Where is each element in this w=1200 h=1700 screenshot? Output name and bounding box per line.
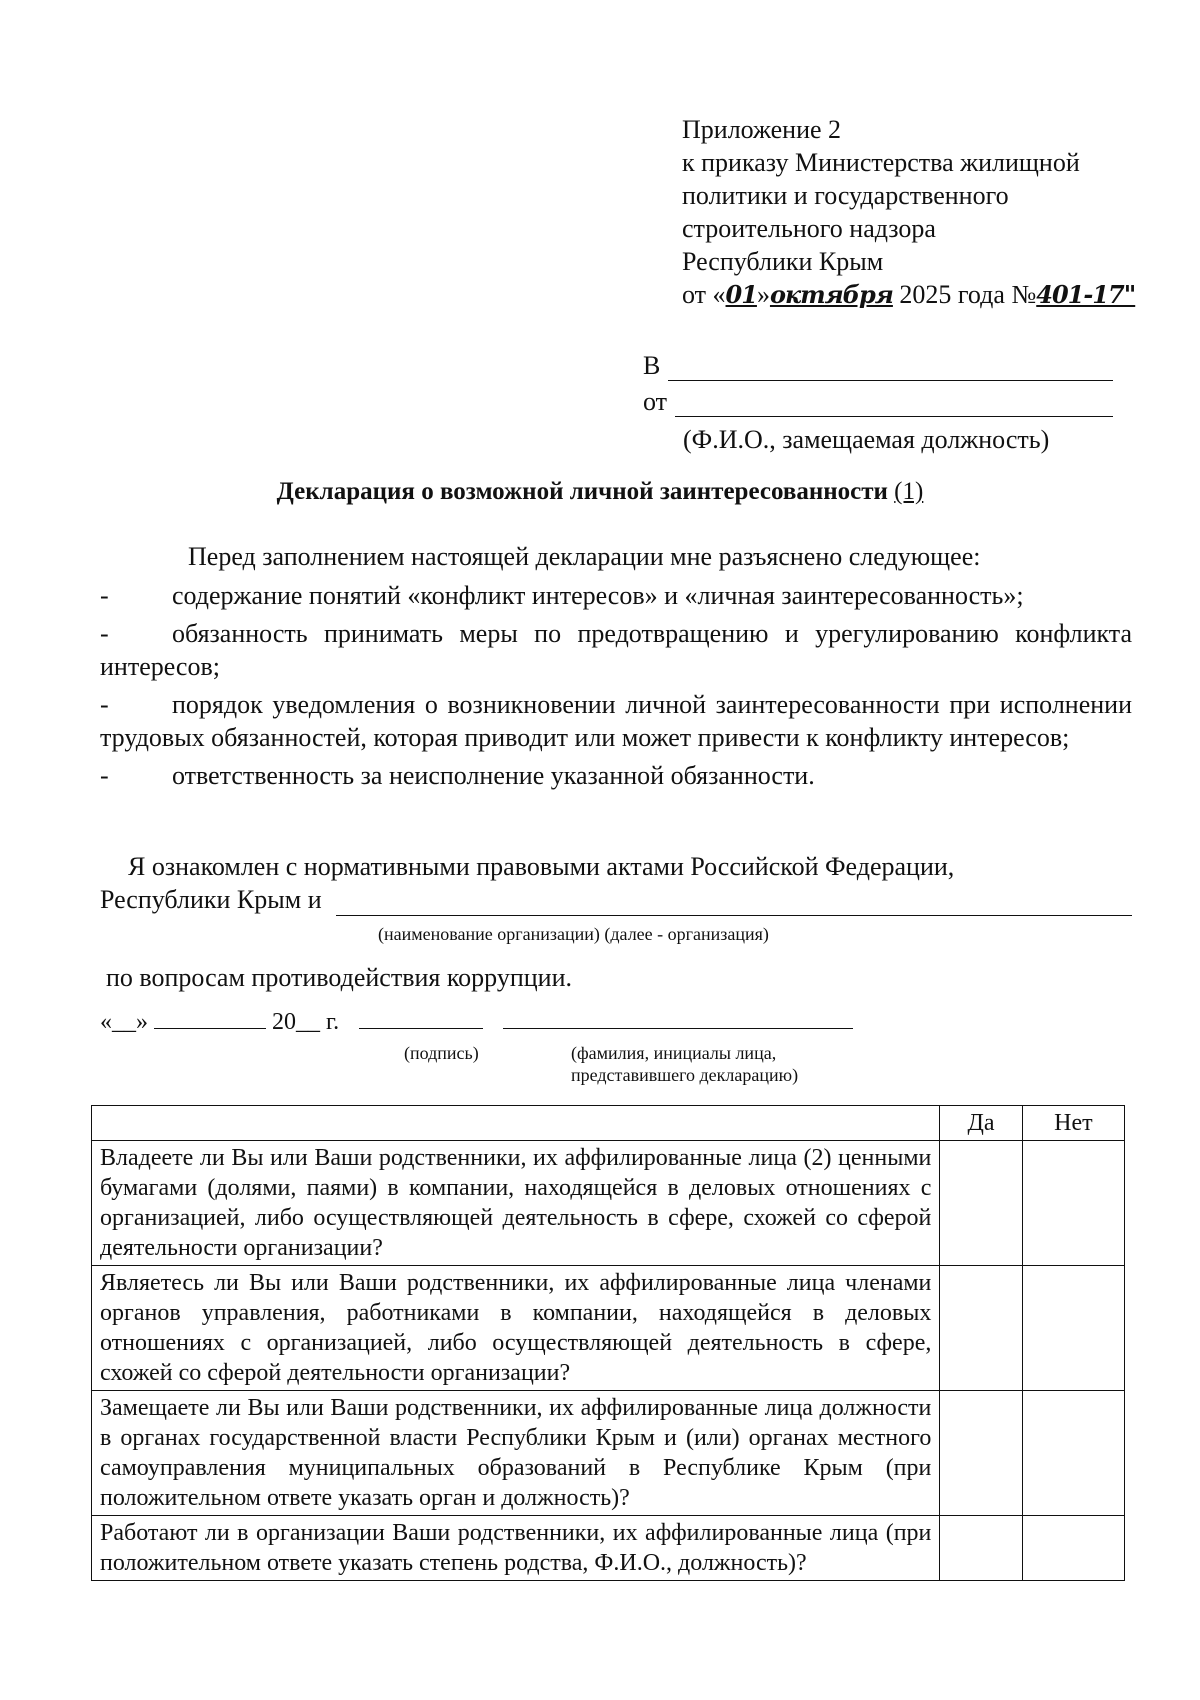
- annex-order-line: политики и государственного: [682, 181, 1009, 210]
- acknowledgement-section: [100, 850, 1132, 994]
- document-title: [0, 478, 1200, 506]
- org-line: [100, 883, 1132, 916]
- question-text: Замещаете ли Вы или Ваши родственники, их аффилированные лица должности в органах государственной власти Республики Крым и (или) органах местного самоуправления муниципальных образований в Республике Крым (при положительном ответе указать орган и должность)?: [92, 1391, 940, 1516]
- annex-date-line: [682, 278, 1135, 311]
- answer-yes-cell[interactable]: [940, 1141, 1022, 1266]
- signature-field[interactable]: [359, 1008, 483, 1029]
- intro-text: Перед заполнением настоящей декларации мне разъяснено следующее:: [188, 542, 981, 571]
- list-item-text: ответственность за неисполнение указанной обязанности.: [172, 761, 815, 790]
- header-yes: Да: [940, 1106, 1022, 1141]
- title-text: Декларация о возможной личной заинтересованности: [276, 478, 895, 505]
- header-no: Нет: [1022, 1106, 1124, 1141]
- answer-yes-cell[interactable]: [940, 1266, 1022, 1391]
- answer-no-cell[interactable]: [1022, 1391, 1124, 1516]
- from-line: [643, 381, 1113, 417]
- table-row: [92, 1391, 1125, 1516]
- name-field[interactable]: [503, 1008, 853, 1029]
- annex-order-line: строительного надзора: [682, 214, 936, 243]
- recipient-note: (Ф.И.О., замещаемая должность): [683, 425, 1050, 454]
- annex-order-line: к приказу Министерства жилищной: [682, 148, 1080, 177]
- date-year: 2025 года №: [892, 280, 1037, 309]
- footnote-ref: (1): [894, 478, 924, 505]
- question-text: Работают ли в организации Ваши родственники, их аффилированные лица (при положительном ответе указать степень родства, Ф.И.О., должность)?: [92, 1516, 940, 1581]
- organization-field[interactable]: [336, 891, 1132, 916]
- name-note-line: представившего декларацию): [571, 1065, 799, 1085]
- org-note: (наименование организации) (далее - организация): [378, 924, 769, 944]
- handwritten-order-number: 401-17": [1036, 280, 1136, 309]
- header-question-cell: [92, 1106, 940, 1141]
- answer-no-cell[interactable]: [1022, 1516, 1124, 1581]
- table-row: [92, 1141, 1125, 1266]
- to-label: В: [643, 351, 661, 380]
- table-row: [92, 1516, 1125, 1581]
- list-item: [100, 617, 1132, 683]
- signature-note: (подпись): [404, 1043, 479, 1063]
- answer-no-cell[interactable]: [1022, 1141, 1124, 1266]
- list-item: [100, 688, 1132, 754]
- date-day-field[interactable]: «__»: [100, 1009, 148, 1035]
- to-field[interactable]: [668, 356, 1113, 381]
- question-text: Владеете ли Вы или Ваши родственники, их аффилированные лица (2) ценными бумагами (долями, паями) в компании, находящейся в деловых отношениях с организацией, либо осуществляющей деятельность в сфере, схожей со сферой деятельности организации?: [92, 1141, 940, 1266]
- signature-line: [100, 1008, 853, 1036]
- table-row: [92, 1266, 1125, 1391]
- name-note: [571, 1042, 798, 1086]
- bullet-dash: -: [100, 581, 109, 610]
- to-line: [643, 345, 1113, 381]
- date-month-field[interactable]: [154, 1008, 266, 1029]
- bullet-dash: -: [100, 761, 109, 790]
- annex-order-line: Республики Крым: [682, 247, 884, 276]
- list-item: [100, 759, 1132, 792]
- question-text: Являетесь ли Вы или Ваши родственники, их аффилированные лица членами органов управления, работниками в компании, находящейся в деловых отношениях с организацией, либо осуществляющей деятельность в сфере, схожей со сферой деятельности организации?: [92, 1266, 940, 1391]
- bullet-dash: -: [100, 690, 109, 719]
- from-field[interactable]: [675, 392, 1113, 417]
- annex-header: [682, 113, 1135, 311]
- answer-yes-cell[interactable]: [940, 1516, 1022, 1581]
- list-item-text: содержание понятий «конфликт интересов» и «личная заинтересованность»;: [172, 581, 1024, 610]
- annex-title: Приложение 2: [682, 115, 842, 144]
- recipient-block: [643, 345, 1113, 455]
- declaration-table: [91, 1105, 1125, 1581]
- bullet-dash: -: [100, 619, 109, 648]
- ack-tail: по вопросам противодействия коррупции.: [106, 963, 572, 992]
- table-header-row: [92, 1106, 1125, 1141]
- from-label: от: [643, 387, 668, 416]
- ack-prefix: Республики Крым и: [100, 885, 322, 914]
- ack-line: Я ознакомлен с нормативными правовыми актами Российской Федерации,: [128, 852, 955, 881]
- explanation-section: [100, 540, 1132, 797]
- handwritten-month: октября: [769, 280, 893, 309]
- list-item-text: обязанность принимать меры по предотвращению и урегулированию конфликта интересов;: [100, 619, 1132, 681]
- date-prefix: от «: [682, 280, 726, 309]
- list-item-text: порядок уведомления о возникновении личной заинтересованности при исполнении трудовых обязанностей, которая приводит или может привести к конфликту интересов;: [100, 690, 1132, 752]
- year-field[interactable]: 20__ г.: [272, 1009, 340, 1035]
- answer-no-cell[interactable]: [1022, 1266, 1124, 1391]
- answer-yes-cell[interactable]: [940, 1391, 1022, 1516]
- name-note-line: (фамилия, инициалы лица,: [571, 1043, 777, 1063]
- handwritten-day: 01: [725, 280, 757, 309]
- list-item: [100, 579, 1132, 612]
- date-sep: »: [756, 280, 770, 309]
